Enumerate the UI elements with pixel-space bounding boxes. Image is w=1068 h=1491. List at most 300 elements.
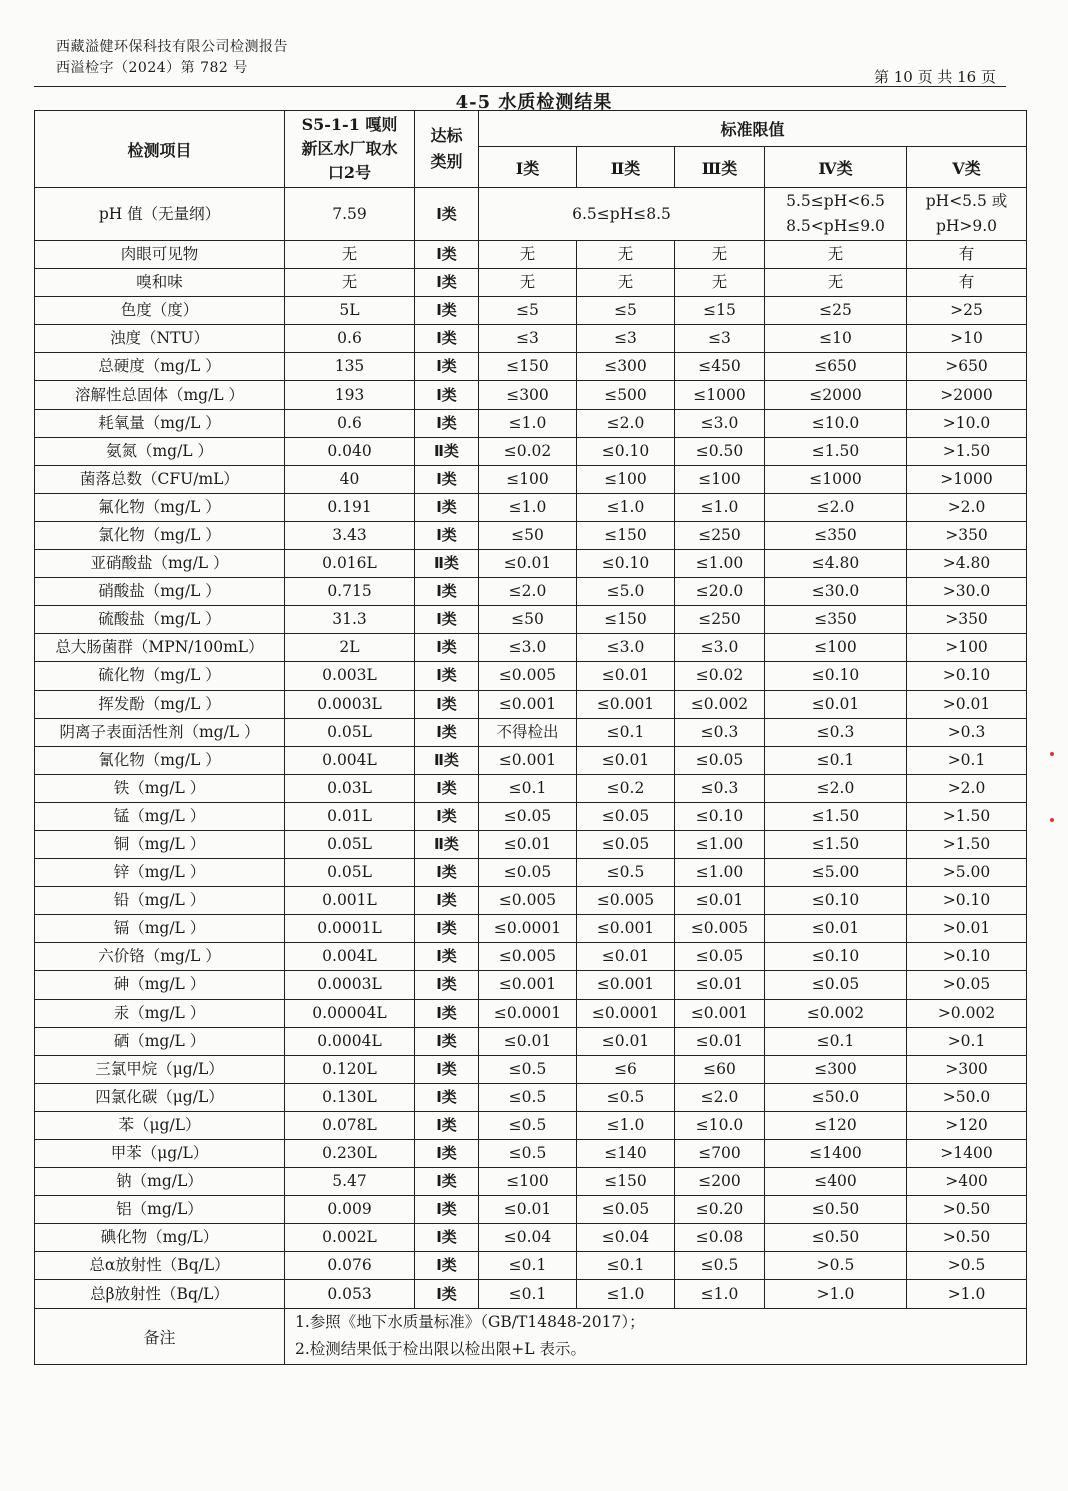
std-cell-2: ≤300 bbox=[577, 353, 675, 381]
table-row bbox=[35, 269, 1027, 297]
std-cell-3: ≤450 bbox=[675, 353, 765, 381]
header-class-1: Ⅰ类 bbox=[479, 147, 577, 188]
class-cell: Ⅰ类 bbox=[415, 1083, 479, 1111]
class-cell: Ⅰ类 bbox=[415, 1055, 479, 1083]
std-cell-1: ≤0.04 bbox=[479, 1224, 577, 1252]
std-cell-1: ≤300 bbox=[479, 381, 577, 409]
red-mark bbox=[1050, 752, 1054, 756]
remark-line-1: 1.参照《地下水质量标准》（GB/T14848-2017）； bbox=[295, 1313, 645, 1332]
std-cell-4: ≤400 bbox=[765, 1168, 907, 1196]
std-cell-5: >0.002 bbox=[907, 999, 1027, 1027]
item-cell: 甲苯（μg/L） bbox=[35, 1140, 285, 1168]
table-row bbox=[35, 943, 1027, 971]
std-cell-5: >0.1 bbox=[907, 746, 1027, 774]
std4-line2: 8.5<pH≤9.0 bbox=[786, 217, 885, 235]
std-cell-5: 有 bbox=[907, 269, 1027, 297]
std-cell-1: ≤2.0 bbox=[479, 578, 577, 606]
std-cell-2: ≤100 bbox=[577, 465, 675, 493]
header-class bbox=[415, 111, 479, 188]
std-cell-4: ≤0.1 bbox=[765, 746, 907, 774]
class-cell: Ⅰ类 bbox=[415, 915, 479, 943]
std-cell-1: ≤0.1 bbox=[479, 1252, 577, 1280]
value-cell: 0.0003L bbox=[285, 971, 415, 999]
std-cell-2: ≤1.0 bbox=[577, 1280, 675, 1308]
item-cell: 砷（mg/L ） bbox=[35, 971, 285, 999]
std-cell-5: >0.50 bbox=[907, 1224, 1027, 1252]
std-cell-3: ≤3.0 bbox=[675, 634, 765, 662]
value-cell: 7.59 bbox=[285, 188, 415, 241]
std-cell-4: ≤25 bbox=[765, 297, 907, 325]
table-row bbox=[35, 409, 1027, 437]
std-cell-5: >2000 bbox=[907, 381, 1027, 409]
std-cell-4: ≤1.50 bbox=[765, 437, 907, 465]
std-cell-2: ≤150 bbox=[577, 521, 675, 549]
table-row bbox=[35, 746, 1027, 774]
std-cell-1: ≤0.001 bbox=[479, 746, 577, 774]
class-cell: Ⅰ类 bbox=[415, 1224, 479, 1252]
item-cell: 溶解性总固体（mg/L ） bbox=[35, 381, 285, 409]
std-cell-1: ≤5 bbox=[479, 297, 577, 325]
std-cell-2: ≤0.5 bbox=[577, 1083, 675, 1111]
std-cell-3: ≤20.0 bbox=[675, 578, 765, 606]
std-cell-3: ≤1000 bbox=[675, 381, 765, 409]
std-cell-5: >50.0 bbox=[907, 1083, 1027, 1111]
value-cell: 0.05L bbox=[285, 830, 415, 858]
class-cell: Ⅰ类 bbox=[415, 887, 479, 915]
std-cell-2: ≤0.10 bbox=[577, 550, 675, 578]
class-cell: Ⅰ类 bbox=[415, 325, 479, 353]
table-row bbox=[35, 353, 1027, 381]
std-cell-3: ≤0.50 bbox=[675, 437, 765, 465]
std-cell-5: >0.10 bbox=[907, 943, 1027, 971]
std-cell-2: ≤0.005 bbox=[577, 887, 675, 915]
std-cell-4: ≤0.50 bbox=[765, 1224, 907, 1252]
header-class-2: Ⅱ类 bbox=[577, 147, 675, 188]
std-cell-1: ≤150 bbox=[479, 353, 577, 381]
std-cell-5: >0.3 bbox=[907, 718, 1027, 746]
std-cell-1: ≤0.5 bbox=[479, 1111, 577, 1139]
value-cell: 2L bbox=[285, 634, 415, 662]
std-cell-4: ≤10 bbox=[765, 325, 907, 353]
value-cell: 0.0001L bbox=[285, 915, 415, 943]
table-row bbox=[35, 437, 1027, 465]
value-cell: 0.230L bbox=[285, 1140, 415, 1168]
std-cell-2: 无 bbox=[577, 269, 675, 297]
item-cell: 镉（mg/L ） bbox=[35, 915, 285, 943]
report-number: 西溢检字（2024）第 782 号 bbox=[56, 60, 248, 76]
std-cell-4: ≤0.10 bbox=[765, 943, 907, 971]
std-cell-1: ≤3.0 bbox=[479, 634, 577, 662]
std-cell-4: 无 bbox=[765, 269, 907, 297]
table-row bbox=[35, 690, 1027, 718]
value-cell: 0.01L bbox=[285, 802, 415, 830]
table-row bbox=[35, 493, 1027, 521]
item-cell: 色度（度） bbox=[35, 297, 285, 325]
item-cell: 硒（mg/L ） bbox=[35, 1027, 285, 1055]
std-cell-1: ≤100 bbox=[479, 465, 577, 493]
remark-label: 备注 bbox=[35, 1308, 285, 1364]
value-cell: 40 bbox=[285, 465, 415, 493]
item-cell: 钠（mg/L） bbox=[35, 1168, 285, 1196]
value-cell: 0.016L bbox=[285, 550, 415, 578]
page-info: 第 10 页 共 16 页 bbox=[873, 68, 996, 86]
std-cell-5: >350 bbox=[907, 521, 1027, 549]
table-row bbox=[35, 550, 1027, 578]
std-cell-5: >350 bbox=[907, 606, 1027, 634]
item-cell: 六价铬（mg/L ） bbox=[35, 943, 285, 971]
value-cell: 31.3 bbox=[285, 606, 415, 634]
class-cell: Ⅰ类 bbox=[415, 1196, 479, 1224]
std-cell-2: ≤5 bbox=[577, 297, 675, 325]
value-cell: 0.0004L bbox=[285, 1027, 415, 1055]
class-cell: Ⅱ类 bbox=[415, 550, 479, 578]
class-cell: Ⅰ类 bbox=[415, 999, 479, 1027]
std-cell-5: >0.50 bbox=[907, 1196, 1027, 1224]
table-row bbox=[35, 859, 1027, 887]
std-cell-123: 6.5≤pH≤8.5 bbox=[479, 188, 765, 241]
std-cell-4: ≤300 bbox=[765, 1055, 907, 1083]
std-cell-3: ≤10.0 bbox=[675, 1111, 765, 1139]
std-cell-5: >300 bbox=[907, 1055, 1027, 1083]
std-cell-1: ≤0.5 bbox=[479, 1140, 577, 1168]
std-cell-2: ≤3.0 bbox=[577, 634, 675, 662]
std-cell-5: >10.0 bbox=[907, 409, 1027, 437]
class-cell: Ⅰ类 bbox=[415, 1280, 479, 1308]
std-cell-2: ≤3 bbox=[577, 325, 675, 353]
std-cell-2: ≤2.0 bbox=[577, 409, 675, 437]
std-cell-1: ≤0.005 bbox=[479, 943, 577, 971]
std-cell-1: ≤50 bbox=[479, 606, 577, 634]
std-cell-2: 无 bbox=[577, 241, 675, 269]
item-cell: 锰（mg/L ） bbox=[35, 802, 285, 830]
class-cell: Ⅰ类 bbox=[415, 802, 479, 830]
std-cell-3: ≤60 bbox=[675, 1055, 765, 1083]
std-cell-5: >1.50 bbox=[907, 802, 1027, 830]
std-cell-5: >1.0 bbox=[907, 1280, 1027, 1308]
std-cell-3: ≤2.0 bbox=[675, 1083, 765, 1111]
std-cell-1: ≤0.1 bbox=[479, 774, 577, 802]
std-cell-4: ≤350 bbox=[765, 521, 907, 549]
std-cell-3: ≤0.01 bbox=[675, 1027, 765, 1055]
class-cell: Ⅰ类 bbox=[415, 690, 479, 718]
value-cell: 0.053 bbox=[285, 1280, 415, 1308]
item-cell: 苯（μg/L） bbox=[35, 1111, 285, 1139]
std-cell-5: >400 bbox=[907, 1168, 1027, 1196]
class-cell: Ⅱ类 bbox=[415, 746, 479, 774]
table-row bbox=[35, 1140, 1027, 1168]
std-cell-1: ≤1.0 bbox=[479, 409, 577, 437]
std-cell-1: ≤50 bbox=[479, 521, 577, 549]
std-cell-5: >25 bbox=[907, 297, 1027, 325]
item-cell: 碘化物（mg/L） bbox=[35, 1224, 285, 1252]
class-cell: Ⅰ类 bbox=[415, 188, 479, 241]
std-cell-4: >1.0 bbox=[765, 1280, 907, 1308]
std-cell-4: ≤0.05 bbox=[765, 971, 907, 999]
item-cell: 耗氧量（mg/L ） bbox=[35, 409, 285, 437]
class-cell: Ⅰ类 bbox=[415, 409, 479, 437]
std-cell-3: ≤0.3 bbox=[675, 774, 765, 802]
std-cell-4: ≤1400 bbox=[765, 1140, 907, 1168]
std-cell-1: ≤0.02 bbox=[479, 437, 577, 465]
std-cell-4: ≤0.01 bbox=[765, 690, 907, 718]
std-cell-1: ≤0.1 bbox=[479, 1280, 577, 1308]
table-row bbox=[35, 718, 1027, 746]
item-cell: 嗅和味 bbox=[35, 269, 285, 297]
std-cell-2: ≤0.01 bbox=[577, 943, 675, 971]
item-cell: 总硬度（mg/L ） bbox=[35, 353, 285, 381]
std-cell-5: >1.50 bbox=[907, 437, 1027, 465]
std-cell-4: ≤0.10 bbox=[765, 887, 907, 915]
item-cell: 菌落总数（CFU/mL） bbox=[35, 465, 285, 493]
table-row bbox=[35, 325, 1027, 353]
std-cell-4 bbox=[765, 188, 907, 241]
std-cell-3: ≤0.05 bbox=[675, 943, 765, 971]
class-cell: Ⅰ类 bbox=[415, 1140, 479, 1168]
std-cell-1: ≤3 bbox=[479, 325, 577, 353]
item-cell: 汞（mg/L ） bbox=[35, 999, 285, 1027]
item-cell: 铁（mg/L ） bbox=[35, 774, 285, 802]
std-cell-5: >0.01 bbox=[907, 915, 1027, 943]
class-cell: Ⅰ类 bbox=[415, 634, 479, 662]
table-row bbox=[35, 381, 1027, 409]
header-divider bbox=[34, 86, 1006, 87]
std-cell-3: ≤3 bbox=[675, 325, 765, 353]
table-row bbox=[35, 999, 1027, 1027]
std-cell-2: ≤5.0 bbox=[577, 578, 675, 606]
std-cell-2: ≤150 bbox=[577, 606, 675, 634]
table-title: 4-5 水质检测结果 bbox=[455, 92, 613, 113]
std-cell-2: ≤0.05 bbox=[577, 802, 675, 830]
std-cell-4: ≤0.002 bbox=[765, 999, 907, 1027]
item-cell: 硫酸盐（mg/L ） bbox=[35, 606, 285, 634]
std-cell-2: ≤1.0 bbox=[577, 1111, 675, 1139]
class-cell: Ⅰ类 bbox=[415, 578, 479, 606]
std-cell-2: ≤140 bbox=[577, 1140, 675, 1168]
header-class-3: Ⅲ类 bbox=[675, 147, 765, 188]
std-cell-1: ≤0.001 bbox=[479, 971, 577, 999]
std-cell-4: ≤1.50 bbox=[765, 802, 907, 830]
std-cell-3: ≤250 bbox=[675, 606, 765, 634]
std-cell-5: >10 bbox=[907, 325, 1027, 353]
table-row bbox=[35, 578, 1027, 606]
std-cell-1: ≤0.005 bbox=[479, 662, 577, 690]
std-cell-2: ≤0.01 bbox=[577, 746, 675, 774]
std-cell-4: ≤10.0 bbox=[765, 409, 907, 437]
value-cell: 0.715 bbox=[285, 578, 415, 606]
item-cell: pH 值（无量纲） bbox=[35, 188, 285, 241]
std-cell-5 bbox=[907, 188, 1027, 241]
std-cell-3: ≤1.0 bbox=[675, 1280, 765, 1308]
table-row bbox=[35, 634, 1027, 662]
class-cell: Ⅰ类 bbox=[415, 1168, 479, 1196]
std-cell-2: ≤0.001 bbox=[577, 971, 675, 999]
item-cell: 三氯甲烷（μg/L） bbox=[35, 1055, 285, 1083]
class-cell: Ⅰ类 bbox=[415, 943, 479, 971]
std-cell-1: 不得检出 bbox=[479, 718, 577, 746]
value-cell: 无 bbox=[285, 241, 415, 269]
item-cell: 总大肠菌群（MPN/100mL） bbox=[35, 634, 285, 662]
std-cell-3: ≤0.08 bbox=[675, 1224, 765, 1252]
std-cell-3: ≤0.5 bbox=[675, 1252, 765, 1280]
std-cell-4: ≤1.50 bbox=[765, 830, 907, 858]
std-cell-1: ≤0.01 bbox=[479, 1196, 577, 1224]
std-cell-2: ≤0.001 bbox=[577, 915, 675, 943]
std-cell-5: >4.80 bbox=[907, 550, 1027, 578]
item-cell: 锌（mg/L ） bbox=[35, 859, 285, 887]
table-row bbox=[35, 1196, 1027, 1224]
std-cell-3: ≤250 bbox=[675, 521, 765, 549]
value-cell: 无 bbox=[285, 269, 415, 297]
item-cell: 阴离子表面活性剂（mg/L ） bbox=[35, 718, 285, 746]
red-mark bbox=[1050, 818, 1054, 822]
std-cell-5: >2.0 bbox=[907, 774, 1027, 802]
std5-line2: pH>9.0 bbox=[935, 217, 998, 235]
std-cell-3: ≤1.00 bbox=[675, 830, 765, 858]
std-cell-1: ≤0.5 bbox=[479, 1083, 577, 1111]
table-row bbox=[35, 802, 1027, 830]
std-cell-4: ≤0.10 bbox=[765, 662, 907, 690]
std-cell-4: ≤0.01 bbox=[765, 915, 907, 943]
std-cell-5: >100 bbox=[907, 634, 1027, 662]
table-row bbox=[35, 915, 1027, 943]
std-cell-5: >1400 bbox=[907, 1140, 1027, 1168]
std-cell-1: ≤0.01 bbox=[479, 1027, 577, 1055]
std-cell-3: ≤1.00 bbox=[675, 859, 765, 887]
std-cell-2: ≤0.1 bbox=[577, 718, 675, 746]
value-cell: 0.120L bbox=[285, 1055, 415, 1083]
value-cell: 0.130L bbox=[285, 1083, 415, 1111]
std-cell-5: >120 bbox=[907, 1111, 1027, 1139]
value-cell: 0.05L bbox=[285, 718, 415, 746]
class-cell: Ⅰ类 bbox=[415, 774, 479, 802]
std-cell-3: ≤100 bbox=[675, 465, 765, 493]
std-cell-1: ≤0.0001 bbox=[479, 999, 577, 1027]
table-row-ph bbox=[35, 188, 1027, 241]
std-cell-4: ≤1000 bbox=[765, 465, 907, 493]
item-cell: 氯化物（mg/L ） bbox=[35, 521, 285, 549]
std-cell-4: ≤4.80 bbox=[765, 550, 907, 578]
std-cell-3: ≤0.02 bbox=[675, 662, 765, 690]
std-cell-5: >0.1 bbox=[907, 1027, 1027, 1055]
std-cell-3: ≤0.05 bbox=[675, 746, 765, 774]
value-cell: 0.040 bbox=[285, 437, 415, 465]
std-cell-2: ≤0.01 bbox=[577, 662, 675, 690]
class-cell: Ⅱ类 bbox=[415, 437, 479, 465]
class-cell: Ⅰ类 bbox=[415, 662, 479, 690]
std-cell-2: ≤0.2 bbox=[577, 774, 675, 802]
class-cell: Ⅰ类 bbox=[415, 353, 479, 381]
std-cell-3: 无 bbox=[675, 269, 765, 297]
table-row bbox=[35, 521, 1027, 549]
std-cell-1: ≤1.0 bbox=[479, 493, 577, 521]
table-row bbox=[35, 1224, 1027, 1252]
std-cell-2: ≤0.05 bbox=[577, 1196, 675, 1224]
std-cell-5: >2.0 bbox=[907, 493, 1027, 521]
header-item: 检测项目 bbox=[35, 111, 285, 188]
std-cell-2: ≤0.001 bbox=[577, 690, 675, 718]
item-cell: 氨氮（mg/L ） bbox=[35, 437, 285, 465]
results-table bbox=[34, 110, 1027, 1365]
std5-line1: pH<5.5 或 bbox=[925, 192, 1008, 210]
item-cell: 挥发酚（mg/L ） bbox=[35, 690, 285, 718]
item-cell: 肉眼可见物 bbox=[35, 241, 285, 269]
value-cell: 0.6 bbox=[285, 409, 415, 437]
value-cell: 0.00004L bbox=[285, 999, 415, 1027]
table-row bbox=[35, 606, 1027, 634]
item-cell: 氰化物（mg/L ） bbox=[35, 746, 285, 774]
class-cell: Ⅰ类 bbox=[415, 269, 479, 297]
sample-label: S5-1-1 嘎则新区水厂取水口2号 bbox=[301, 115, 398, 182]
table-row bbox=[35, 465, 1027, 493]
std-cell-3: ≤0.01 bbox=[675, 887, 765, 915]
std-cell-1: ≤0.05 bbox=[479, 859, 577, 887]
item-cell: 四氯化碳（μg/L） bbox=[35, 1083, 285, 1111]
class-cell: Ⅰ类 bbox=[415, 718, 479, 746]
std-cell-5: >30.0 bbox=[907, 578, 1027, 606]
table-row bbox=[35, 297, 1027, 325]
std-cell-3: ≤3.0 bbox=[675, 409, 765, 437]
value-cell: 0.004L bbox=[285, 943, 415, 971]
std-cell-3: ≤0.005 bbox=[675, 915, 765, 943]
std-cell-5: >0.01 bbox=[907, 690, 1027, 718]
class-cell: Ⅰ类 bbox=[415, 1252, 479, 1280]
company-name: 西藏溢健环保科技有限公司检测报告 bbox=[56, 39, 288, 55]
std-cell-5: >0.10 bbox=[907, 887, 1027, 915]
std-cell-4: ≤0.50 bbox=[765, 1196, 907, 1224]
table-row bbox=[35, 241, 1027, 269]
value-cell: 0.001L bbox=[285, 887, 415, 915]
class-cell: Ⅰ类 bbox=[415, 381, 479, 409]
header-class-4: Ⅳ类 bbox=[765, 147, 907, 188]
table-row bbox=[35, 1027, 1027, 1055]
item-cell: 总β放射性（Bq/L） bbox=[35, 1280, 285, 1308]
std-cell-3: ≤200 bbox=[675, 1168, 765, 1196]
std-cell-4: ≤2.0 bbox=[765, 774, 907, 802]
value-cell: 0.0003L bbox=[285, 690, 415, 718]
std-cell-3: ≤0.01 bbox=[675, 971, 765, 999]
std-cell-2: ≤0.0001 bbox=[577, 999, 675, 1027]
value-cell: 0.6 bbox=[285, 325, 415, 353]
std-cell-1: ≤0.0001 bbox=[479, 915, 577, 943]
table-row bbox=[35, 1111, 1027, 1139]
header-sample bbox=[285, 111, 415, 188]
std-cell-2: ≤0.1 bbox=[577, 1252, 675, 1280]
value-cell: 5.47 bbox=[285, 1168, 415, 1196]
remark-text bbox=[285, 1308, 1027, 1364]
std-cell-4: ≤2000 bbox=[765, 381, 907, 409]
value-cell: 0.076 bbox=[285, 1252, 415, 1280]
value-cell: 0.05L bbox=[285, 859, 415, 887]
value-cell: 5L bbox=[285, 297, 415, 325]
remark-line-2: 2.检测结果低于检出限以检出限+L 表示。 bbox=[295, 1340, 586, 1359]
std-cell-1: ≤0.005 bbox=[479, 887, 577, 915]
std-cell-2: ≤150 bbox=[577, 1168, 675, 1196]
class-cell: Ⅰ类 bbox=[415, 465, 479, 493]
std-cell-4: ≤100 bbox=[765, 634, 907, 662]
class-cell: Ⅰ类 bbox=[415, 493, 479, 521]
std-cell-3: ≤1.0 bbox=[675, 493, 765, 521]
value-cell: 0.004L bbox=[285, 746, 415, 774]
table-row bbox=[35, 1252, 1027, 1280]
std-cell-3: ≤0.3 bbox=[675, 718, 765, 746]
class-cell: Ⅰ类 bbox=[415, 971, 479, 999]
std-cell-4: 无 bbox=[765, 241, 907, 269]
std-cell-1: 无 bbox=[479, 241, 577, 269]
std-cell-4: >0.5 bbox=[765, 1252, 907, 1280]
header-class-5: Ⅴ类 bbox=[907, 147, 1027, 188]
std-cell-2: ≤6 bbox=[577, 1055, 675, 1083]
value-cell: 0.191 bbox=[285, 493, 415, 521]
